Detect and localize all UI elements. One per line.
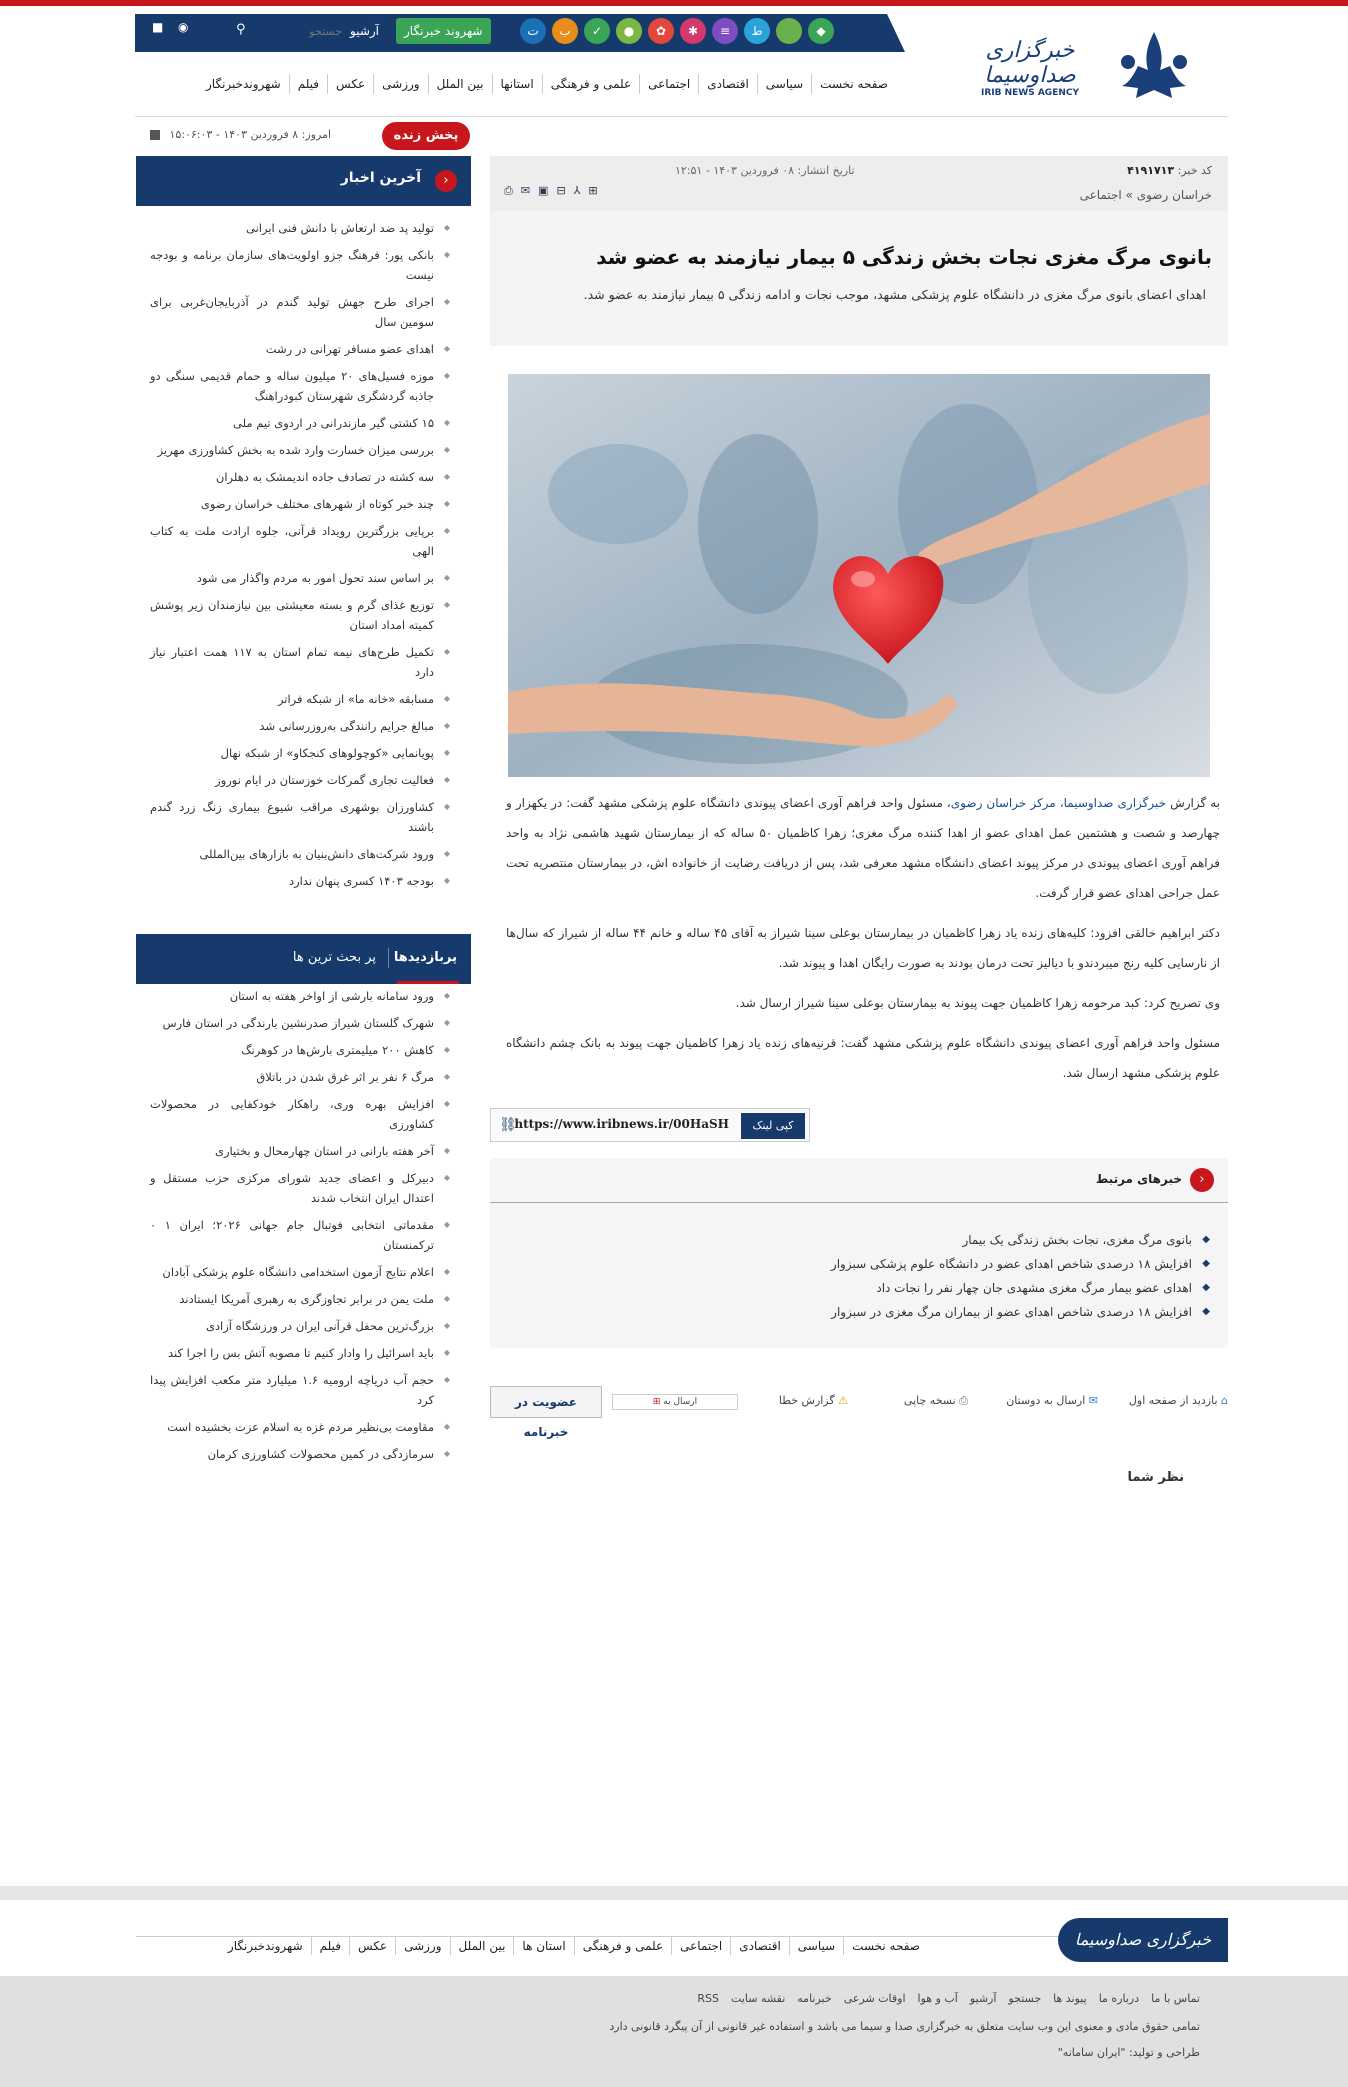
footer-link[interactable]: آب و هوا	[917, 1992, 958, 2005]
footer-nav	[220, 1937, 928, 1955]
site-logo[interactable]	[960, 38, 1100, 108]
apple-icon[interactable]	[776, 18, 802, 44]
app-icon-7[interactable]: ≡	[712, 18, 738, 44]
list-item[interactable]: ◆ موزه فسیل‌های ۲۰ میلیون ساله و حمام قدیمی سنگی دو جاذبه گردشگری شهرستان کبودراهنگ	[150, 366, 452, 406]
home-icon: ⌂	[1221, 1394, 1228, 1407]
app-icon-1[interactable]: ت	[520, 18, 546, 44]
lock-icon[interactable]: ■	[152, 20, 164, 34]
nav-item[interactable]: اجتماعی	[639, 74, 698, 94]
live-button[interactable]: پخش زنده	[382, 122, 470, 150]
rss-icon[interactable]: ◉	[178, 20, 189, 34]
nav-item[interactable]: علمی و فرهنگی	[542, 74, 639, 94]
app-icon-2[interactable]: ب	[552, 18, 578, 44]
app-icon-5[interactable]: ✿	[648, 18, 674, 44]
list-item[interactable]: ◆ افزایش بهره وری، راهکار خودکفایی در محصولات کشاورزی	[150, 1094, 452, 1134]
paragraph-text: ، مسئول واحد فراهم آوری اعضای پیوندی دانشگاه علوم پزشکی مشهد گفت: در یکهزار و چهارصد و شصت و هشتمین عمل اهدای عضو از اهدا کننده مرگ مغزی؛ زهرا کاظمیان ۵۰ ساله که از بیمارستان شهید هاشمی نژاد به واحد فراهم آوری اعضای پیوندی در مرکز پیوند اعضای دانشگاه مشهد معرفی شد، پس از دریافت رضایت از خانواده اش، در بیمارستان منتصریه تحت عمل جراحی اهدای عضو قرار گرفت.	[506, 796, 1221, 900]
list-item[interactable]: ◆ ورود شرکت‌های دانش‌بنیان به بازارهای بین‌المللی	[150, 844, 452, 864]
footer-link[interactable]: تماس با ما	[1151, 1992, 1200, 2005]
newsletter-button[interactable]: عضویت در خبرنامه	[490, 1386, 602, 1418]
list-item[interactable]: ◆ افزایش ۱۸ درصدی شاخص اهدای عضو در دانشگاه علوم پزشکی سبزوار	[560, 1252, 1210, 1276]
today-text: امروز: ۸ فروردین ۱۴۰۳ - ۱۵:۰۶:۰۳	[169, 128, 332, 141]
related-title: خبرهای مرتبط	[1095, 1172, 1182, 1186]
send-to-friends-link[interactable]	[1006, 1394, 1098, 1407]
share-plus-icon: ⊞	[652, 1397, 661, 1407]
footer-nav-item[interactable]: استان ها	[513, 1937, 573, 1955]
list-item[interactable]: ◆ ورود سامانه بارشی از اواخر هفته به استان	[150, 986, 452, 1006]
list-item[interactable]: ◆ برپایی بزرگترین رویداد قرآنی، جلوه ارادت ملت به کتاب الهی	[150, 521, 452, 561]
paragraph	[506, 788, 1220, 908]
share-button[interactable]	[612, 1394, 738, 1410]
android-icon[interactable]: ◆	[808, 18, 834, 44]
list-item[interactable]: ◆ تکمیل طرح‌های نیمه تمام استان به ۱۱۷ همت اعتبار نیاز دارد	[150, 642, 452, 682]
publish-date: تاریخ انتشار: ۰۸ فروردین ۱۴۰۳ - ۱۲:۵۱	[675, 164, 855, 177]
footer-nav-item[interactable]: بین الملل	[450, 1937, 514, 1955]
list-item[interactable]: ◆ دبیرکل و اعضای جدید شورای مرکزی حزب مستقل و اعتدال ایران انتخاب شدند	[150, 1168, 452, 1208]
list-item[interactable]: ◆ مقدماتی انتخابی فوتبال جام جهانی ۲۰۲۶؛ ایران ۱ ۰ ترکمنستان	[150, 1215, 452, 1255]
footer-link[interactable]: خبرنامه	[797, 1992, 832, 2005]
share-label: ارسال به	[663, 1397, 698, 1407]
list-item[interactable]: ◆ افزایش ۱۸ درصدی شاخص اهدای عضو از بیماران مرگ مغزی در سبزوار	[560, 1300, 1210, 1324]
divider	[490, 1202, 1228, 1203]
list-item[interactable]: ◆ بودجه ۱۴۰۳ کسری پنهان ندارد	[150, 871, 452, 891]
footer-nav-item[interactable]: اقتصادی	[730, 1937, 789, 1955]
short-link-box	[490, 1108, 810, 1142]
nav-item[interactable]: عکس	[327, 74, 373, 94]
popular-list	[150, 986, 452, 1471]
list-item[interactable]: ◆ آخر هفته بارانی در استان چهارمحال و بختیاری	[150, 1141, 452, 1161]
list-item[interactable]: ◆ اجرای طرح جهش تولید گندم در آذربایجان‌غربی برای سومین سال	[150, 292, 452, 332]
list-item[interactable]: ◆ توزیع غذای گرم و بسته معیشتی بین نیازمندان زیر پوشش کمیته امداد استان	[150, 595, 452, 635]
send-label: ارسال به دوستان	[1006, 1394, 1086, 1407]
calendar-icon	[150, 130, 160, 140]
irib-emblem-icon[interactable]	[1108, 26, 1200, 102]
nav-item[interactable]: صفحه نخست	[811, 74, 896, 94]
list-item[interactable]: ◆ مبالغ جرایم رانندگی به‌روزرسانی شد	[150, 716, 452, 736]
footer-nav-item[interactable]: سیاسی	[789, 1937, 843, 1955]
article-body	[506, 788, 1220, 1098]
warning-icon: ⚠	[838, 1394, 848, 1407]
list-item[interactable]: ◆ بررسی میزان خسارت وارد شده به بخش کشاورزی مهریز	[150, 440, 452, 460]
paragraph: مسئول واحد فراهم آوری اعضای پیوندی دانشگاه علوم پزشکی مشهد گفت: قرنیه‌های زنده یاد زهرا کاظمیان جهت پیوند به بانک چشم دانشگاه علوم پزشکی مشهد ارسال شد.	[506, 1036, 1220, 1080]
search-input[interactable]	[258, 19, 344, 43]
list-item[interactable]: ◆ کشاورزان بوشهری مراقب شیوع بیماری زنگ زرد گندم باشند	[150, 797, 452, 837]
copy-link-button[interactable]: کپی لینک	[741, 1113, 805, 1139]
latest-news-header	[136, 156, 471, 206]
nav-item[interactable]: شهروندخبرنگار	[206, 77, 281, 91]
list-item[interactable]: ◆ فعالیت تجاری گمرکات خوزستان در ایام نوروز	[150, 770, 452, 790]
app-icon-4[interactable]: ●	[616, 18, 642, 44]
article-title: بانوی مرگ مغزی نجات بخش زندگی ۵ بیمار نیازمند به عضو شد	[596, 245, 1212, 269]
footer-nav-item[interactable]: ورزشی	[395, 1937, 449, 1955]
home-visit-label: بازدید از صفحه اول	[1128, 1394, 1218, 1407]
news-code	[1127, 164, 1212, 177]
paragraph: وی تصریح کرد: کبد مرحومه زهرا کاظمیان جهت پیوند به بیمارستان بوعلی سینا شیراز ارسال شد.	[735, 996, 1220, 1010]
list-item[interactable]: ◆ کاهش ۲۰۰ میلیمتری بارش‌ها در کوهرنگ	[150, 1040, 452, 1060]
short-url[interactable]: https://www.iribnews.ir/00HaSH	[514, 1117, 729, 1131]
footer-logo[interactable]: خبرگزاری صداوسیما	[1058, 1918, 1228, 1962]
breadcrumb[interactable]: خراسان رضوی » اجتماعی	[1079, 188, 1212, 202]
today-date	[150, 128, 331, 141]
comment-title: نظر شما	[1127, 1470, 1184, 1485]
report-error-link[interactable]	[779, 1394, 848, 1407]
archive-link[interactable]: آرشیو	[350, 24, 380, 38]
list-item[interactable]: ◆ تولید پد ضد ارتعاش با دانش فنی ایرانی	[150, 218, 452, 238]
save-icon[interactable]: ▣	[538, 184, 549, 197]
list-item[interactable]: ◆ سرمازدگی در کمین محصولات کشاورزی کرمان	[150, 1444, 452, 1464]
nav-item[interactable]: سیاسی	[757, 74, 811, 94]
latest-news-title: آخرین اخبار	[340, 170, 421, 186]
article-header	[490, 156, 1228, 346]
list-item[interactable]: ◆ سه کشته در تصادف جاده اندیمشک به دهلران	[150, 467, 452, 487]
footer-link[interactable]: نقشه سایت	[731, 1992, 786, 2005]
list-item[interactable]: ◆ اهدای عضو بیمار مرگ مغزی مشهدی جان چهار نفر را نجات داد	[560, 1276, 1210, 1300]
app-icon-8[interactable]: ط	[744, 18, 770, 44]
headline-panel	[490, 211, 1228, 346]
list-item[interactable]: ◆ ملت یمن در برابر تجاوزگری به رهبری آمریکا ایستادند	[150, 1289, 452, 1309]
divider	[135, 116, 1228, 117]
list-item[interactable]: ◆ اهدای عضو مسافر تهرانی در رشت	[150, 339, 452, 359]
font-size-icon[interactable]: ⅄	[573, 184, 581, 197]
envelope-icon: ✉	[1088, 1394, 1098, 1407]
footer-nav-item[interactable]: علمی و فرهنگی	[574, 1937, 671, 1955]
footer-strip	[0, 1886, 1348, 1900]
print-icon[interactable]: ⎙	[504, 184, 513, 197]
footer-nav-item[interactable]: اجتماعی	[671, 1937, 730, 1955]
nav-item[interactable]: اقتصادی	[698, 74, 757, 94]
footer-link[interactable]: اوقات شرعی	[843, 1992, 906, 2005]
footer-nav-item[interactable]: فیلم	[311, 1937, 349, 1955]
made-by[interactable]: طراحی و تولید: "ایران سامانه"	[1057, 2046, 1200, 2059]
news-code-label: کد خبر:	[1177, 164, 1212, 177]
list-item[interactable]: ◆ پویانمایی «کوچولوهای کنجکاو» از شبکه نهال	[150, 743, 452, 763]
related-news	[490, 1158, 1228, 1348]
chevron-left-icon: ‹	[1190, 1168, 1214, 1192]
link-icon: ⛓	[499, 1117, 517, 1133]
print-label: نسخه چاپی	[903, 1394, 956, 1407]
printer-icon: ⎙	[959, 1394, 968, 1407]
tab-most-discussed[interactable]: پر بحث ترین ها	[292, 950, 376, 965]
list-item[interactable]: ◆ حجم آب دریاچه ارومیه ۱.۶ میلیارد متر مکعب افزایش پیدا کرد	[150, 1370, 452, 1410]
nav-item[interactable]: ورزشی	[373, 74, 427, 94]
source-link[interactable]: خبرگزاری صداوسیما، مرکز خراسان رضوی	[950, 796, 1167, 810]
related-list	[560, 1228, 1210, 1324]
logo-english: IRIB NEWS AGENCY	[981, 88, 1079, 98]
list-item[interactable]: ◆ بانوی مرگ مغزی، نجات بخش زندگی یک بیمار	[560, 1228, 1210, 1252]
footer-nav-item[interactable]: عکس	[349, 1937, 395, 1955]
article-actions	[490, 1386, 1228, 1439]
list-item[interactable]: ◆ مسابقه «خانه ما» از شبکه فراتر	[150, 689, 452, 709]
font-decrease-icon[interactable]: ⊟	[556, 184, 566, 197]
tab-separator	[388, 948, 389, 968]
list-item[interactable]: ◆ اعلام نتایج آزمون استخدامی دانشگاه علوم پزشکی آبادان	[150, 1262, 452, 1282]
nav-item[interactable]: استانها	[492, 74, 542, 94]
email-icon[interactable]: ✉	[520, 184, 531, 197]
list-item[interactable]: ◆ بزرگ‌ترین محفل قرآنی ایران در ورزشگاه آزادی	[150, 1316, 452, 1336]
article-lead: اهدای اعضای بانوی مرگ مغزی در دانشگاه علوم پزشکی مشهد، موجب نجات و ادامه زندگی ۵ بیمار نیازمند به عضو شد.	[583, 287, 1206, 302]
footer-link[interactable]: RSS	[697, 1992, 720, 2005]
latest-news-list	[150, 218, 452, 898]
list-item[interactable]: ◆ چند خبر کوتاه از شهرهای مختلف خراسان رضوی	[150, 494, 452, 514]
top-red-line	[0, 0, 1348, 6]
footer-links	[697, 1992, 1200, 2005]
list-item[interactable]: ◆ شهرک گلستان شیراز صدرنشین بارندگی در استان فارس	[150, 1013, 452, 1033]
citizen-reporter-button[interactable]: شهروند خبرنگار	[396, 18, 491, 44]
copyright: تمامی حقوق مادی و معنوی این وب سایت متعلق به خبرگزاری صدا و سیما می باشد و استفاده غیر قانونی از آن پیگرد قانونی دارد	[609, 2020, 1200, 2033]
chevron-left-icon[interactable]: ‹	[435, 170, 457, 192]
paragraph: دکتر ابراهیم خالقی افزود: کلیه‌های زنده یاد زهرا کاظمیان در بیمارستان بوعلی سینا شیراز به آقای ۴۵ ساله و خانم ۴۴ ساله از شیراز که سال‌ها از نارسایی کلیه رنج میبردندو با دیالیز تحت درمان بودند به صورت رایگان اهدا و پیوند شد.	[506, 926, 1220, 970]
footer-link[interactable]: جستجو	[1008, 1992, 1042, 2005]
list-item[interactable]: ◆ ۱۵ کشتی گیر مازندرانی در اردوی تیم ملی	[150, 413, 452, 433]
report-label: گزارش خطا	[778, 1394, 835, 1407]
list-item[interactable]: ◆ بر اساس سند تحول امور به مردم واگذار می شود	[150, 568, 452, 588]
footer-nav-item[interactable]: شهروندخبرنگار	[227, 1939, 303, 1953]
paragraph-text: به گزارش	[1166, 796, 1220, 810]
app-icons	[520, 18, 834, 44]
popular-tabs	[136, 934, 471, 984]
home-visit-link[interactable]	[1129, 1394, 1228, 1407]
footer-link[interactable]: پیوند ها	[1053, 1992, 1087, 2005]
article-photo	[508, 374, 1210, 777]
font-increase-icon[interactable]: ⊞	[588, 184, 598, 197]
footer-link[interactable]: درباره ما	[1098, 1992, 1140, 2005]
article-tools	[504, 184, 598, 198]
footer-nav-item[interactable]: صفحه نخست	[843, 1937, 928, 1955]
footer-link[interactable]: آرشیو	[969, 1992, 997, 2005]
nav-item[interactable]: بین الملل	[428, 74, 492, 94]
news-code-value: ۴۱۹۱۷۱۳	[1127, 164, 1175, 177]
logo-persian: خبرگزاری صداوسیما	[984, 38, 1076, 88]
list-item[interactable]: ◆ بانکی پور: فرهنگ جزو اولویت‌های سازمان برنامه و بودجه نیست	[150, 245, 452, 285]
list-item[interactable]: ◆ مقاومت بی‌نظیر مردم غزه به اسلام عزت بخشیده است	[150, 1417, 452, 1437]
main-nav	[198, 74, 896, 94]
footer-bottom	[0, 1976, 1348, 2087]
app-icon-6[interactable]: ✱	[680, 18, 706, 44]
app-icon-3[interactable]: ✓	[584, 18, 610, 44]
nav-item[interactable]: فیلم	[289, 74, 327, 94]
print-version-link[interactable]	[904, 1394, 968, 1408]
list-item[interactable]: ◆ باید اسرائیل را وادار کنیم تا مصوبه آتش بس را اجرا کند	[150, 1343, 452, 1363]
tab-most-viewed[interactable]: پربازدیدها	[393, 950, 457, 965]
list-item[interactable]: ◆ مرگ ۶ نفر بر اثر غرق شدن در باتلاق	[150, 1067, 452, 1087]
search-icon[interactable]: ⚲	[236, 22, 246, 37]
tab-active-underline	[397, 981, 459, 984]
